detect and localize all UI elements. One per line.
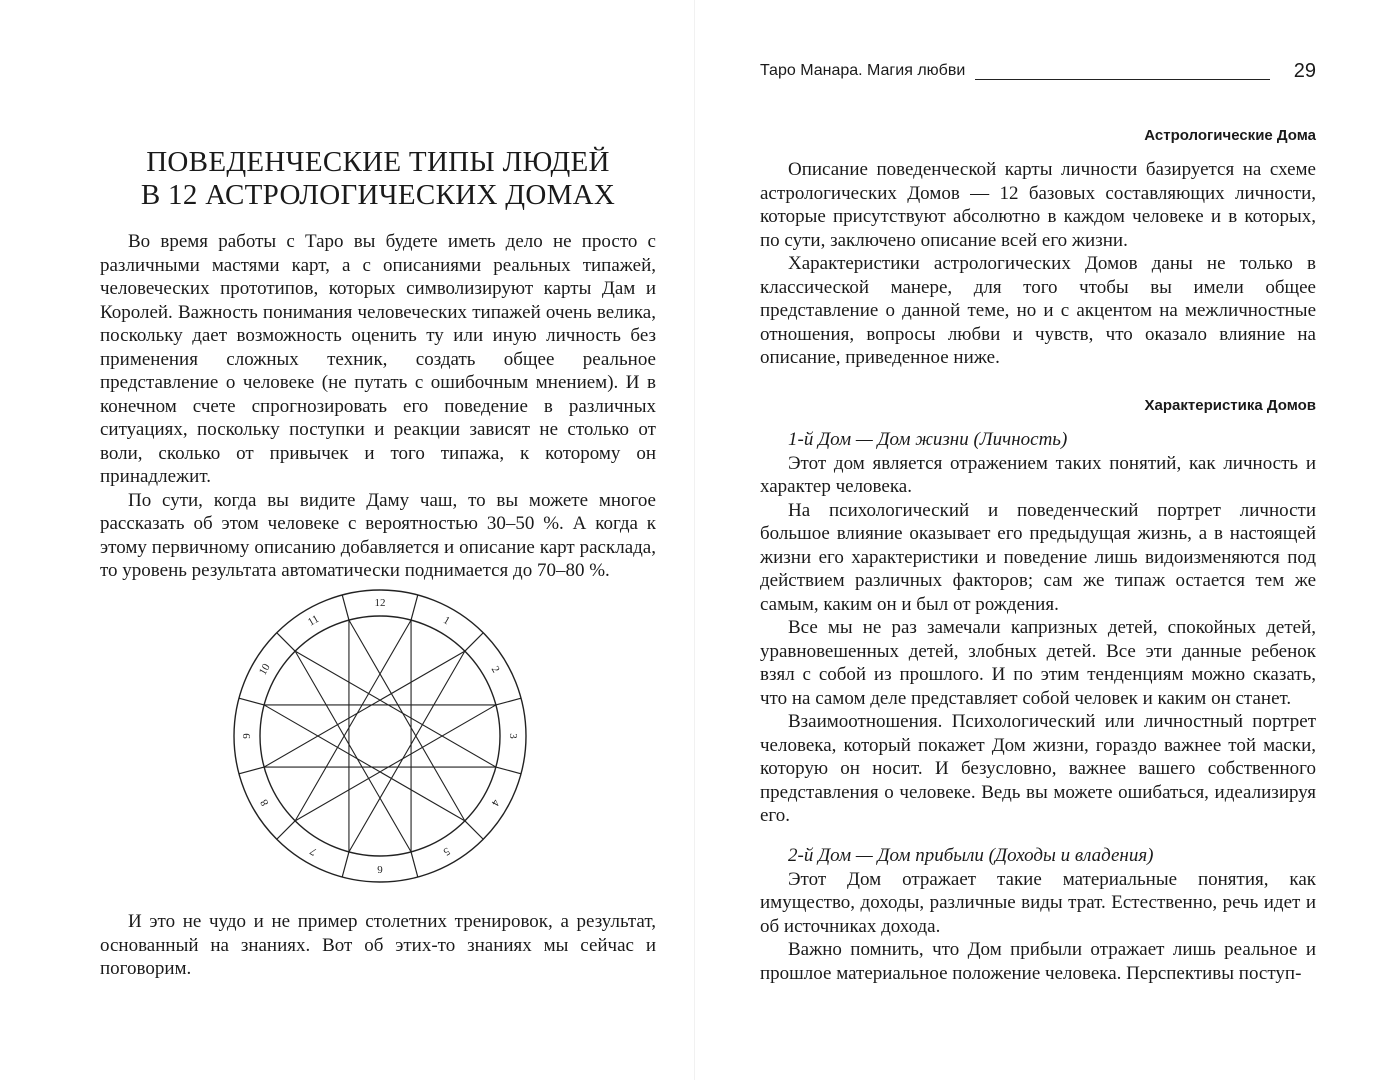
wheel-star-line (349, 620, 465, 821)
paragraph: Характеристики астрологических Домов даны не только в классической манере, для того чтобы вы имели общее представление о данной теме, но и с акцентом на межличностные отношения, вопросы любви и чувств, что оказало влияние на описание, приведенное ниже. (760, 253, 1316, 368)
house-2-title: 2-й Дом — Дом прибыли (Доходы и владения) (788, 845, 1154, 866)
paragraph: По сути, когда вы видите Даму чаш, то вы можете многое рассказать об этом человеке с вероятностью 30–50 %. А когда к этому первичному описанию добавляется и описание карт расклада, то уровень результата автоматически поднимается до 70–80 %. (100, 489, 656, 581)
wheel-star-line (295, 651, 496, 767)
wheel-sector-divider (496, 698, 521, 705)
wheel-sector-divider (342, 852, 349, 877)
wheel-house-number: 6 (377, 863, 383, 875)
chapter-heading-line-2: В 12 АСТРОЛОГИЧЕСКИХ ДОМАХ (140, 179, 616, 211)
wheel-star-line (349, 651, 465, 852)
wheel-house-number: 9 (241, 733, 253, 739)
paragraph: Этот Дом отражает такие материальные понятия, как имущество, доходы, различные виды трат. Естественно, речь идет и об источниках дохода. (760, 868, 1316, 937)
book-fold (694, 0, 695, 1080)
left-closing-text (100, 910, 656, 981)
running-title: Таро Манара. Магия любви (760, 62, 966, 79)
section-heading-astrological-houses: Астрологические Дома (1144, 127, 1316, 144)
wheel-sector-divider (496, 767, 521, 774)
paragraph: Взаимоотношения. Психологический или личностный портрет человека, который покажет Дом жизни, гораздо важнее той маски, которую он носит. И безусловно, важнее вашего собственного представления о человеке. Ведь вы можете ошибаться, идеализируя его. (760, 711, 1316, 826)
left-body-text (100, 230, 656, 583)
wheel-star-line (295, 705, 496, 821)
wheel-sector-divider (277, 633, 295, 651)
paragraph: Описание поведенческой карты личности базируется на схеме астрологических Домов — 12 базовых составляющих личности, которые присутствуют абсолютно в каждом человеке и в которых, по сути, заключено описание всей его жизни. (760, 159, 1316, 251)
header-rule (975, 79, 1270, 80)
wheel-sector-divider (239, 698, 264, 705)
wheel-sector-divider (342, 595, 349, 620)
page-number: 29 (1293, 60, 1316, 82)
wheel-star-line (295, 620, 411, 821)
wheel-star-line (264, 705, 465, 821)
house-2-block (760, 844, 1316, 985)
paragraph: И это не чудо и не пример столетних тренировок, а результат, основанный на знаниях. Вот об этих-то знаниях мы сейчас и поговорим. (100, 911, 656, 979)
wheel-house-number: 2 (488, 664, 502, 675)
house-1-block (760, 428, 1316, 828)
section-heading-houses-characteristics: Характеристика Домов (1144, 397, 1316, 414)
wheel-house-number: 11 (305, 612, 322, 629)
wheel-house-number: 5 (441, 844, 452, 858)
wheel-house-number: 8 (258, 797, 272, 808)
paragraph: Во время работы с Таро вы будете иметь дело не просто с различными мастями карт, а с описаниями реальных типажей, человеческих прототипов, которых символизируют карты Дам и Королей. Важность понимания человеческих типажей очень велика, поскольку дает возможность оценить ту или иную личность без применения сложных техник, создать общее реальное представление о человеке (не путать с ошибочным мнением). И в конечном счете спрогнозировать его поведение в различных ситуациях, поскольку поступки и реакции зависят не столько от воли, сколько от привычек и того типажа, к которому он принадлежит. (100, 231, 656, 487)
wheel-sector-divider (411, 852, 418, 877)
paragraph: На психологический и поведенческий портрет личности большое влияние оказывает его предыдущая жизнь, а в настоящей жизни его характеристики и поведение лишь видоизменяются под действием различных факторов; сам же типаж остается тем же самым, каким он и был от рождения. (760, 499, 1316, 615)
wheel-sector-divider (239, 767, 264, 774)
wheel-star-line (295, 651, 411, 852)
wheel-star-line (264, 651, 465, 767)
chapter-heading (100, 146, 656, 212)
section-astrological-houses-text (760, 158, 1316, 370)
wheel-house-number: 3 (507, 733, 519, 739)
wheel-sector-divider (277, 821, 295, 839)
wheel-house-number: 7 (308, 844, 319, 858)
wheel-house-number: 12 (374, 597, 386, 609)
wheel-house-number: 4 (488, 797, 502, 808)
astrological-houses-wheel (228, 584, 532, 888)
paragraph: Все мы не раз замечали капризных детей, спокойных детей, уравновешенных детей, злобных детей. Все эти данные ребенок взял с собой из прошлого. И по этим тенденциям можно сказать, что на самом деле представляет собой человек и каким он станет. (760, 617, 1316, 709)
wheel-sector-divider (411, 595, 418, 620)
paragraph: Этот дом является отражением таких понятий, как личность и характер человека. (760, 452, 1316, 497)
wheel-house-number: 10 (256, 661, 273, 678)
house-1-title: 1-й Дом — Дом жизни (Личность) (788, 429, 1068, 450)
wheel-sector-divider (465, 633, 483, 651)
running-header (760, 62, 1316, 88)
chapter-heading-line-1: ПОВЕДЕНЧЕСКИЕ ТИПЫ ЛЮДЕЙ (146, 146, 610, 178)
wheel-sector-divider (465, 821, 483, 839)
wheel-house-number: 1 (441, 614, 452, 628)
paragraph: Важно помнить, что Дом прибыли отражает лишь реальное и прошлое материальное положение человека. Перспективы поступ- (760, 939, 1316, 984)
